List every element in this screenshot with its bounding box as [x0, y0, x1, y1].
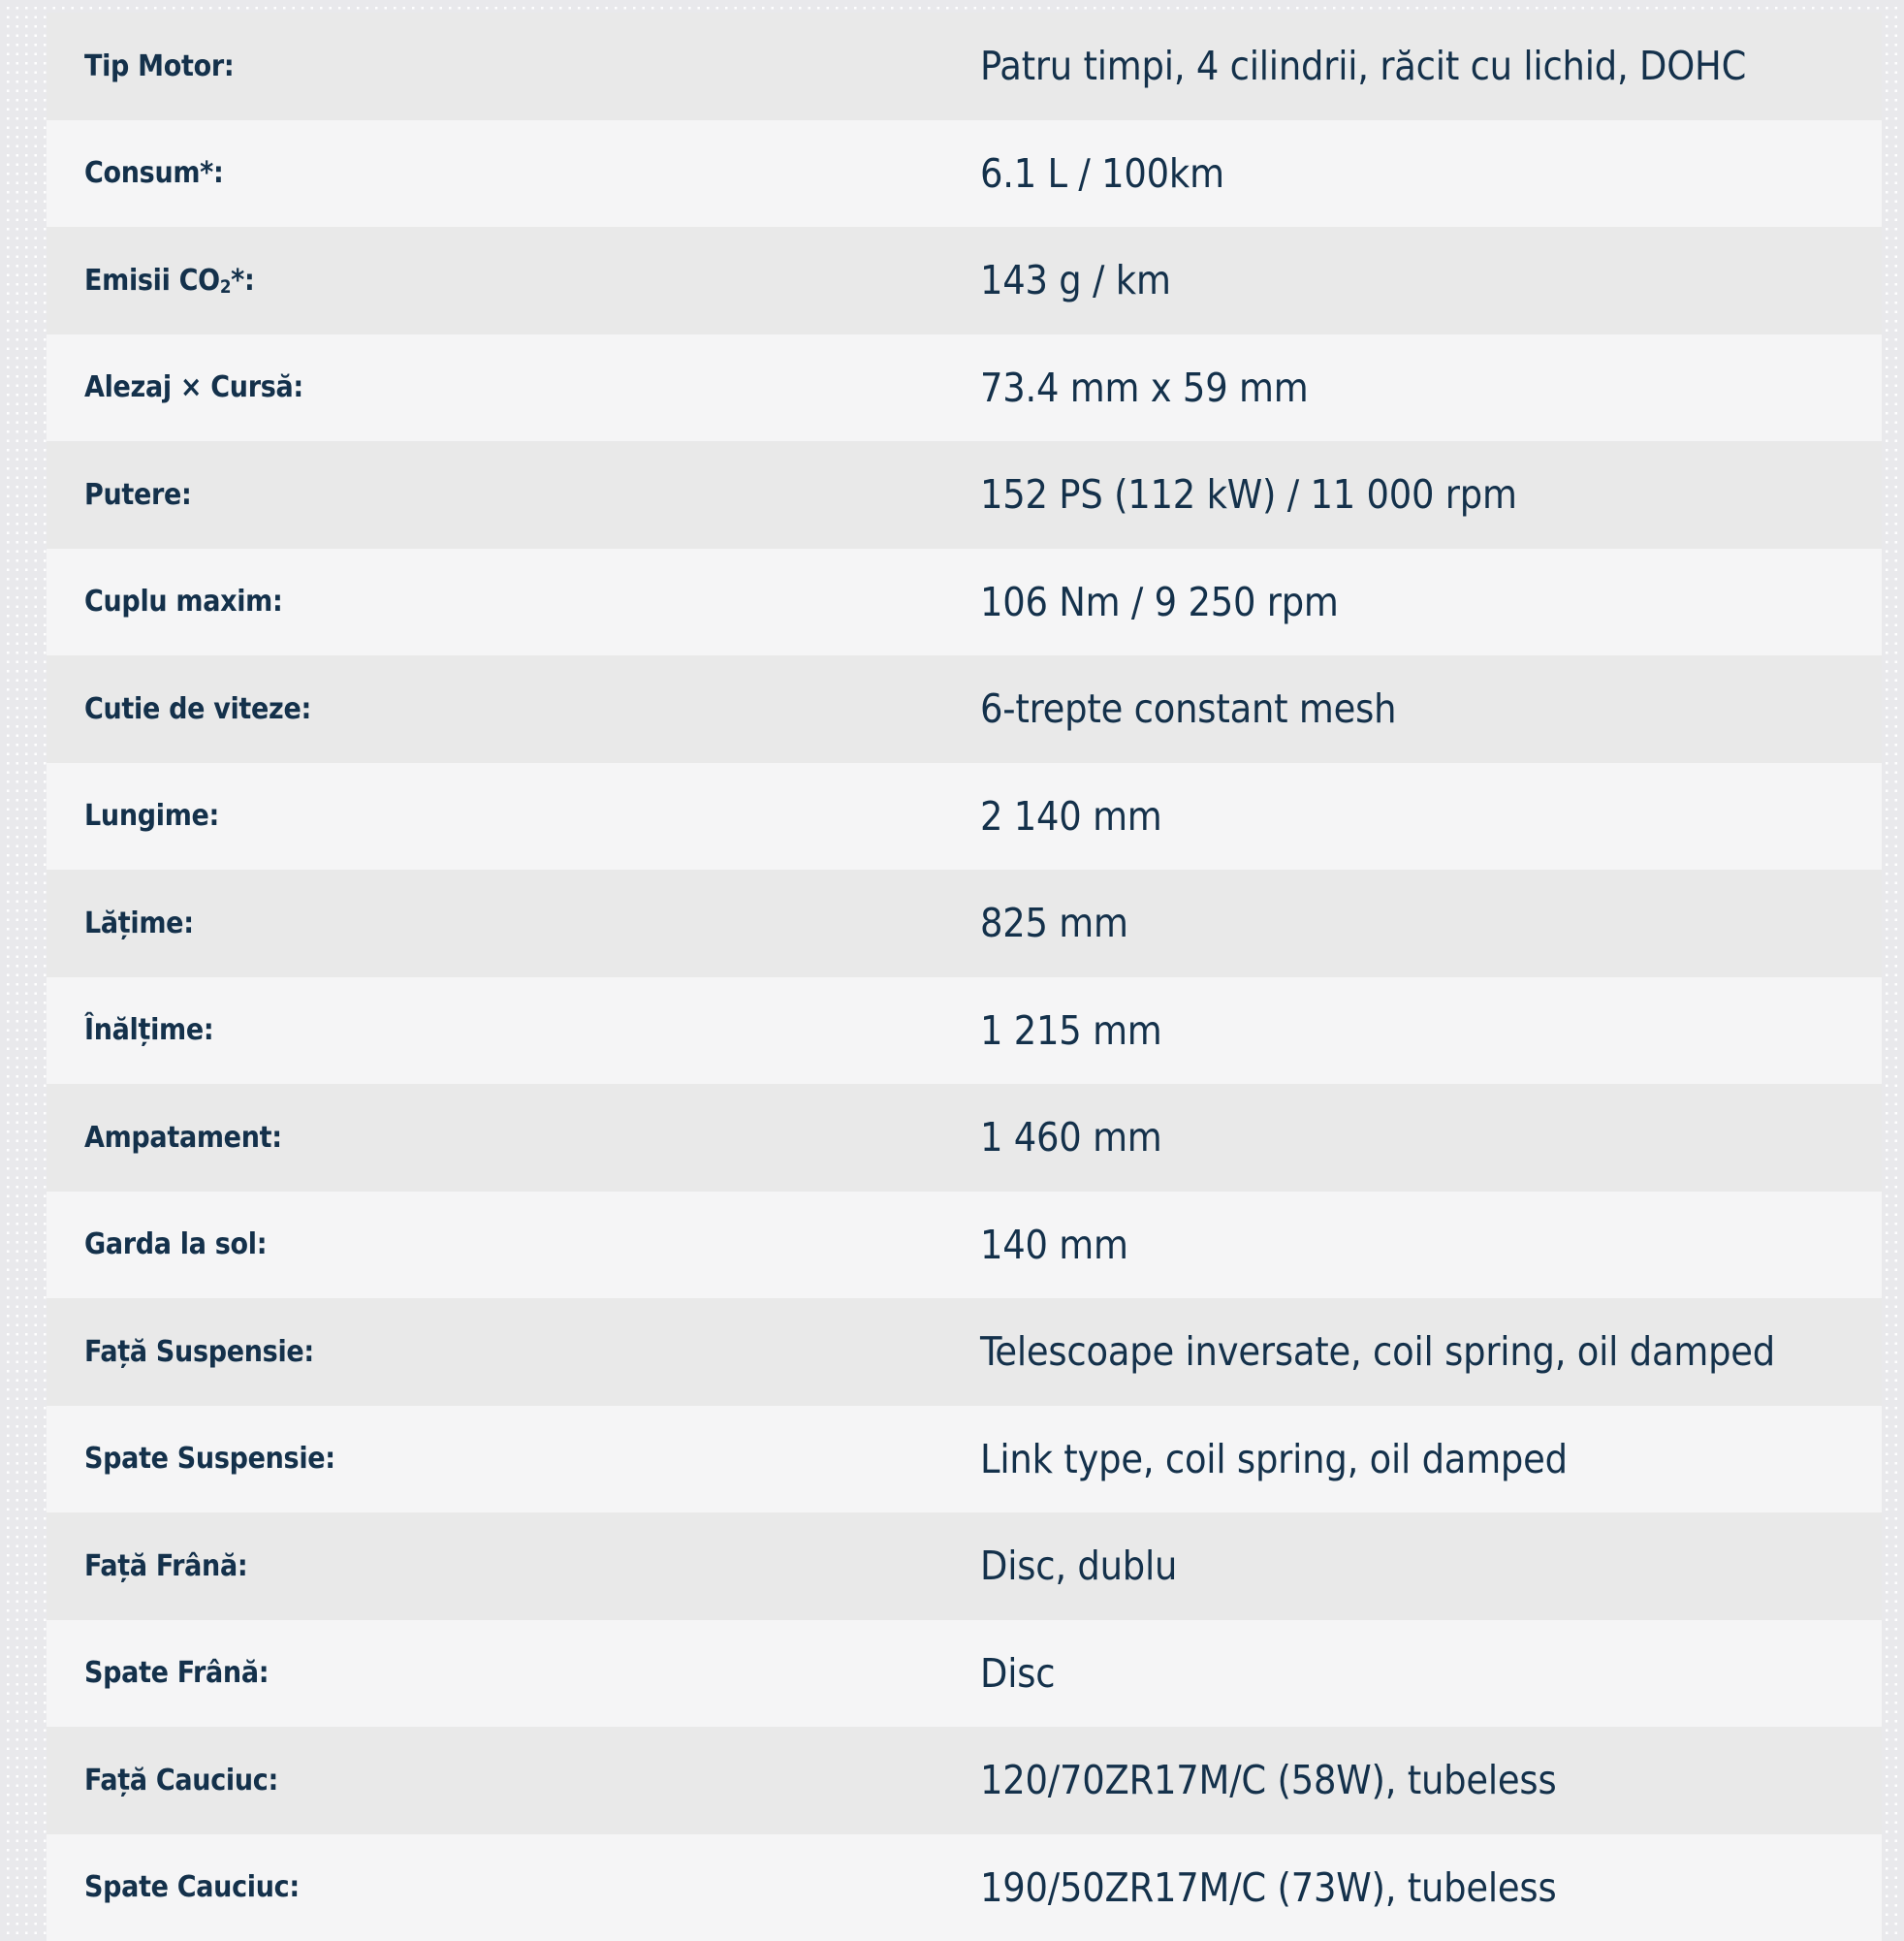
row-label: Față Suspensie: — [47, 1335, 980, 1369]
table-row — [47, 763, 1882, 871]
row-label: Ampatament: — [47, 1121, 980, 1155]
label-subscript: 2 — [220, 277, 231, 298]
table-row — [47, 1512, 1882, 1620]
table-row — [47, 441, 1882, 549]
table-row — [47, 1834, 1882, 1941]
table-row — [47, 227, 1882, 334]
row-label: Lățime: — [47, 907, 980, 940]
row-value: 106 Nm / 9 250 rpm — [980, 579, 1882, 625]
row-value: 190/50ZR17M/C (73W), tubeless — [980, 1864, 1882, 1911]
table-row — [47, 1406, 1882, 1513]
row-value: 6-trepte constant mesh — [980, 685, 1882, 732]
row-value: 1 215 mm — [980, 1007, 1882, 1054]
table-row — [47, 120, 1882, 228]
row-value: 6.1 L / 100km — [980, 150, 1882, 197]
table-row — [47, 1727, 1882, 1834]
spec-table — [47, 13, 1882, 1941]
row-label: Putere: — [47, 478, 980, 512]
row-label: Spate Cauciuc: — [47, 1870, 980, 1904]
row-label: Spate Frână: — [47, 1656, 980, 1690]
row-value: 73.4 mm x 59 mm — [980, 365, 1882, 411]
row-label: Tip Motor: — [47, 49, 980, 83]
row-label: Cutie de viteze: — [47, 692, 980, 726]
table-row — [47, 549, 1882, 656]
row-label: Înălțime: — [47, 1013, 980, 1047]
row-value: 152 PS (112 kW) / 11 000 rpm — [980, 471, 1882, 518]
row-value: Link type, coil spring, oil damped — [980, 1436, 1882, 1482]
row-label: Spate Suspensie: — [47, 1442, 980, 1476]
table-row — [47, 1084, 1882, 1192]
row-label: Lungime: — [47, 799, 980, 833]
row-value: Disc — [980, 1650, 1882, 1697]
row-value: Disc, dublu — [980, 1543, 1882, 1589]
row-label: Față Frână: — [47, 1549, 980, 1583]
row-label: Alezaj × Cursă: — [47, 370, 980, 404]
table-row — [47, 1192, 1882, 1299]
row-label: Emisii $CO_2*$: — [47, 264, 980, 298]
row-value: Patru timpi, 4 cilindrii, răcit cu lichid, DOHC — [980, 43, 1882, 89]
row-value: Telescoape inversate, coil spring, oil damped — [980, 1328, 1882, 1375]
row-label: Cuplu maxim: — [47, 585, 980, 619]
table-row — [47, 1620, 1882, 1728]
row-label: Față Cauciuc: — [47, 1764, 980, 1798]
table-row — [47, 334, 1882, 442]
table-row — [47, 870, 1882, 977]
row-value: 2 140 mm — [980, 793, 1882, 840]
row-label: Consum*: — [47, 156, 980, 190]
row-value: 825 mm — [980, 900, 1882, 946]
row-label: Garda la sol: — [47, 1227, 980, 1261]
table-row — [47, 655, 1882, 763]
row-value: 1 460 mm — [980, 1114, 1882, 1161]
table-row — [47, 977, 1882, 1085]
row-value: 140 mm — [980, 1222, 1882, 1268]
table-row — [47, 13, 1882, 120]
row-value: 143 g / km — [980, 257, 1882, 303]
table-row — [47, 1298, 1882, 1406]
row-value: 120/70ZR17M/C (58W), tubeless — [980, 1757, 1882, 1803]
